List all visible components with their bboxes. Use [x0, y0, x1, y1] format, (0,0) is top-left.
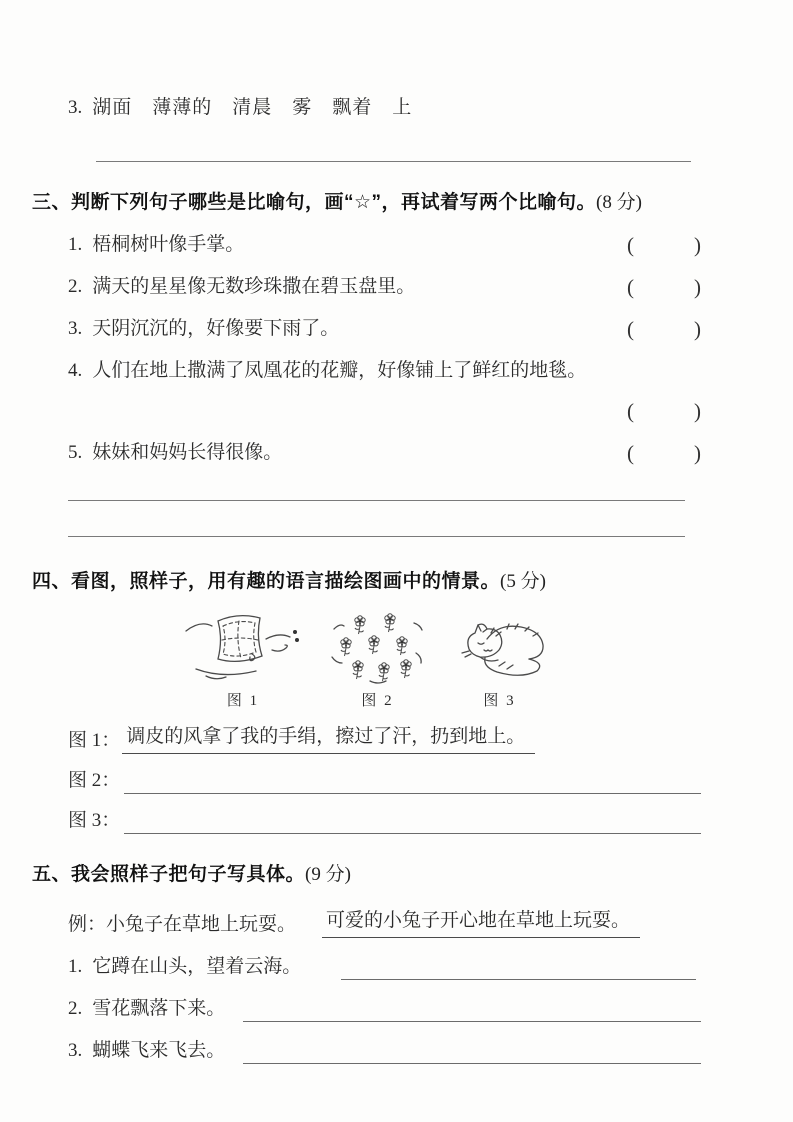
rewrite-item-3 [68, 1038, 701, 1064]
item-sentence: 雪花飘落下来。 [92, 998, 226, 1019]
answer-blank-line [96, 161, 691, 162]
item-number: 5. [68, 442, 83, 463]
figure-1-label: 图 1 [226, 693, 260, 709]
figure-1-answer-label: 图 1： [68, 730, 121, 751]
figure-2-answer-row [68, 768, 701, 794]
item-number: 2. [68, 998, 83, 1019]
simile-item-3 [68, 316, 701, 342]
section-four-heading [32, 569, 701, 595]
example-row [68, 908, 701, 938]
simile-item-2 [68, 274, 701, 300]
rewrite-answer-blank [243, 1041, 701, 1064]
item-sentence: 妹妹和妈妈长得很像。 [92, 442, 283, 463]
item-number: 2. [68, 276, 83, 297]
paren-open: ( [627, 399, 634, 423]
answer-parentheses [627, 274, 701, 300]
handkerchief-in-wind-drawing [178, 609, 308, 687]
item-number: 3. [68, 318, 83, 339]
figure-3-answer-row [68, 808, 701, 834]
figure-3-answer-blank [124, 811, 701, 834]
item-words: 湖面 薄薄的 清晨 雾 飘着 上 [92, 97, 413, 118]
rewrite-answer-blank [243, 999, 701, 1022]
item-sentence: 梧桐树叶像手掌。 [92, 234, 245, 255]
section-four-score: (5 分) [500, 571, 546, 592]
section-three-heading [32, 190, 701, 216]
rewrite-answer-blank [341, 957, 696, 980]
simile-item-1 [68, 232, 701, 258]
example-original: 小兔子在草地上玩耍。 [106, 914, 297, 935]
item-text [68, 232, 615, 258]
item-number: 4. [68, 360, 83, 381]
item-text [68, 996, 225, 1022]
simile-item-5 [68, 440, 701, 466]
section-three-title: 三、判断下列句子哪些是比喻句，画“☆”，再试着写两个比喻句。 [32, 192, 597, 213]
section-three-score: (8 分) [596, 192, 642, 213]
item-sentence: 天阴沉沉的，好像要下雨了。 [92, 318, 340, 339]
item-number: 1. [68, 234, 83, 255]
simile-item-4-parentheses-row [68, 398, 701, 424]
figure-1-answer-text: 调皮的风拿了我的手绢，擦过了汗，扔到地上。 [122, 724, 535, 754]
item-text [68, 274, 615, 300]
item-text [68, 358, 701, 384]
flowers-in-wind-drawing [330, 609, 425, 687]
figure-2-answer-blank [124, 771, 701, 794]
paren-close: ) [694, 233, 701, 257]
item-sentence: 蝴蝶飞来飞去。 [92, 1040, 226, 1061]
section-four-title: 四、看图，照样子，用有趣的语言描绘图画中的情景。 [32, 571, 501, 592]
item-number: 1. [68, 956, 83, 977]
rewrite-item-1 [68, 954, 701, 980]
section-five-heading [32, 862, 701, 888]
item-text [68, 1038, 225, 1064]
figure-1 [178, 609, 308, 710]
answer-parentheses [627, 232, 701, 258]
word-rearrange-item-3 [68, 95, 701, 121]
figure-2-answer-label: 图 2： [68, 770, 121, 791]
answer-parentheses [627, 398, 701, 424]
picture-strip [178, 609, 701, 710]
item-sentence: 它蹲在山头，望着云海。 [92, 956, 302, 977]
section-five-title: 五、我会照样子把句子写具体。 [32, 864, 306, 885]
section-five-score: (9 分) [305, 864, 351, 885]
paren-open: ( [627, 275, 634, 299]
paren-close: ) [694, 399, 701, 423]
paren-open: ( [627, 441, 634, 465]
paren-close: ) [694, 441, 701, 465]
figure-2 [330, 609, 425, 710]
paren-open: ( [627, 317, 634, 341]
sleeping-cat-drawing [447, 609, 552, 687]
paren-open: ( [627, 233, 634, 257]
write-simile-blank-line-2 [68, 536, 685, 537]
item-sentence: 人们在地上撒满了凤凰花的花瓣，好像铺上了鲜红的地毯。 [92, 360, 587, 381]
item-text [68, 954, 301, 980]
figure-3-label: 图 3 [483, 693, 516, 709]
figure-3 [447, 609, 552, 710]
figure-3-answer-label: 图 3： [68, 810, 121, 831]
answer-parentheses [627, 440, 701, 466]
write-simile-blank-line-1 [68, 500, 685, 501]
item-sentence: 满天的星星像无数珍珠撒在碧玉盘里。 [92, 276, 416, 297]
figure-1-answer-row [68, 724, 701, 754]
rewrite-item-2 [68, 996, 701, 1022]
simile-item-4 [68, 358, 701, 384]
paren-close: ) [694, 275, 701, 299]
figure-2-label: 图 2 [361, 693, 394, 709]
item-text [68, 440, 615, 466]
example-rewritten: 可爱的小兔子开心地在草地上玩耍。 [322, 908, 640, 938]
paren-close: ) [694, 317, 701, 341]
item-text [68, 316, 615, 342]
example-label: 例： [68, 914, 107, 935]
answer-parentheses [627, 316, 701, 342]
item-number: 3. [68, 1040, 83, 1061]
item-number: 3. [68, 97, 83, 118]
